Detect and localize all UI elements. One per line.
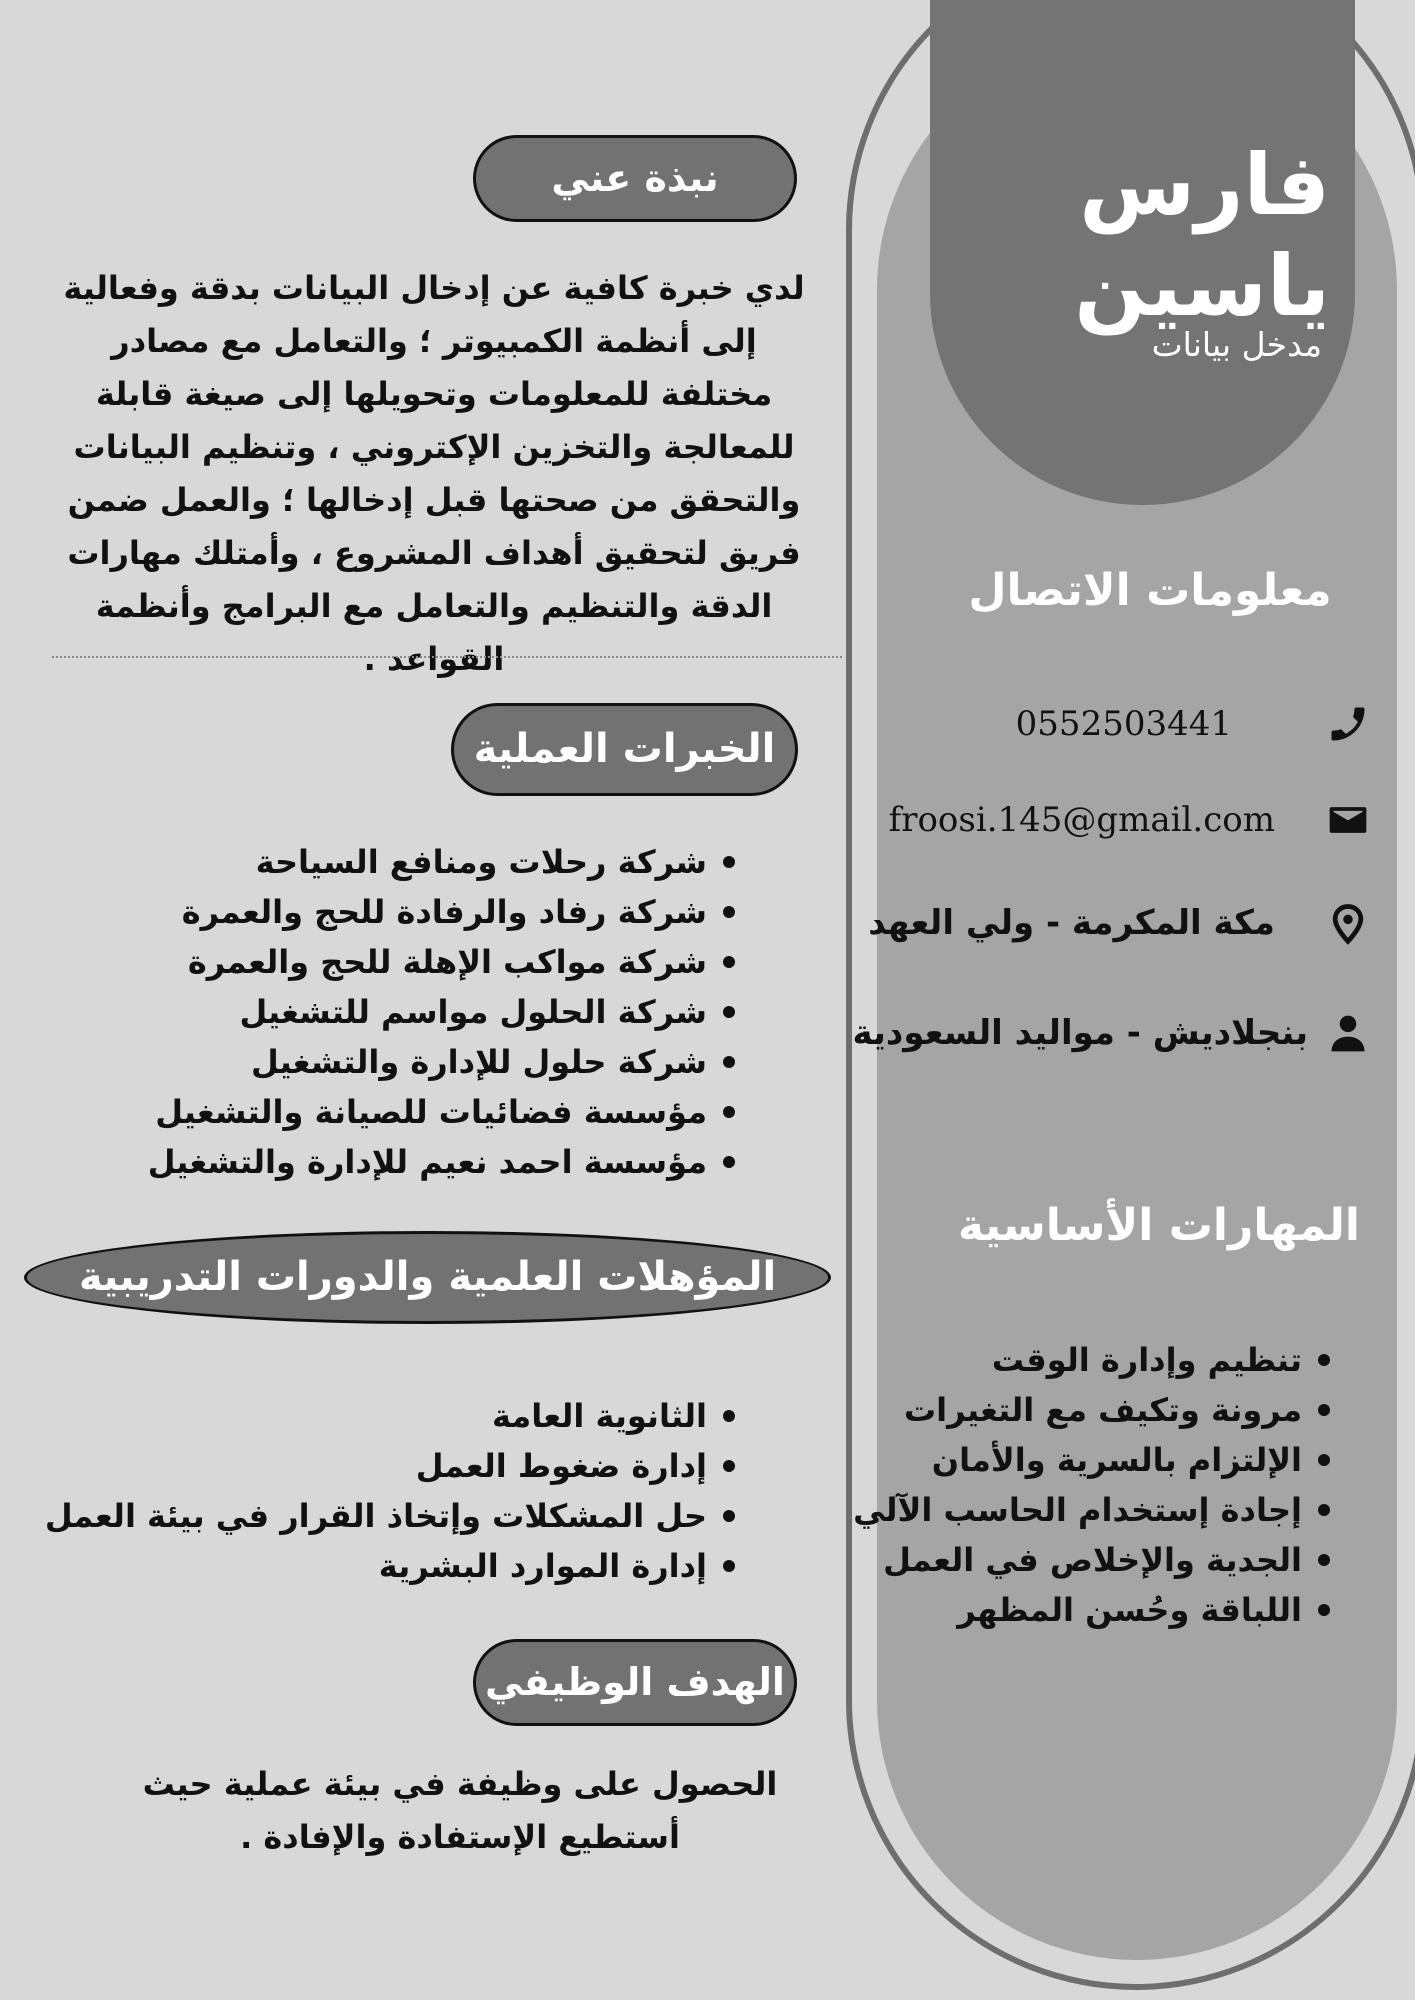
list-item: الجدية والإخلاص في العمل: [822, 1535, 1302, 1585]
contact-origin: [852, 1003, 1370, 1063]
list-item: شركة رفاد والرفادة للحج والعمرة: [148, 887, 707, 937]
experience-list: [148, 837, 735, 1187]
list-item: إدارة ضغوط العمل: [45, 1441, 707, 1491]
contact-phone: [885, 694, 1370, 754]
skills-heading: المهارات الأساسية: [957, 1200, 1360, 1251]
nationality-text: بنجلاديش - مواليد السعودية: [852, 1013, 1308, 1053]
about-text: لدي خبرة كافية عن إدخال البيانات بدقة وفعالية إلى أنظمة الكمبيوتر ؛ والتعامل مع مصادر مختلفة للمعلومات وتحويلها إلى صيغة قابلة للمعالجة والتخزين الإكتروني ، وتنظيم البيانات والتحقق من صحتها قبل إدخالها ؛ والعمل ضمن فريق لتحقيق أهداف المشروع ، وأمتلك مهارات الدقة والتنظيم والتعامل مع البرامج وأنظمة القواعد .: [63, 269, 805, 678]
list-item: الثانوية العامة: [45, 1391, 707, 1441]
list-item: تنظيم وإدارة الوقت: [822, 1335, 1302, 1385]
education-list: [45, 1391, 735, 1591]
list-item: شركة حلول للإدارة والتشغيل: [148, 1037, 707, 1087]
skills-list: [822, 1335, 1330, 1635]
person-icon: [1326, 1011, 1370, 1055]
education-heading: المؤهلات العلمية والدورات التدريبية: [24, 1231, 831, 1324]
contact-location: [868, 893, 1370, 953]
contact-email: [885, 790, 1370, 850]
about-heading: نبذة عني: [473, 135, 797, 222]
list-item: شركة الحلول مواسم للتشغيل: [148, 987, 707, 1037]
person-name: فارس ياسين: [1074, 136, 1330, 335]
list-item: شركة مواكب الإهلة للحج والعمرة: [148, 937, 707, 987]
list-item: إدارة الموارد البشرية: [45, 1541, 707, 1591]
location-icon: [1326, 901, 1370, 945]
email-address: froosi.145@gmail.com: [888, 800, 1275, 840]
list-item: مرونة وتكيف مع التغيرات: [822, 1385, 1302, 1435]
list-item: اللباقة وحُسن المظهر: [822, 1585, 1302, 1635]
list-item: الإلتزام بالسرية والأمان: [822, 1435, 1302, 1485]
experience-heading: الخبرات العملية: [451, 703, 798, 796]
list-item: شركة رحلات ومنافع السياحة: [148, 837, 707, 887]
phone-number: 0552503441: [1015, 704, 1232, 744]
location-text: مكة المكرمة - ولي العهد: [868, 903, 1275, 943]
list-item: إجادة إستخدام الحاسب الآلي: [822, 1485, 1302, 1535]
email-icon: [1326, 798, 1370, 842]
phone-icon: [1326, 702, 1370, 746]
list-item: مؤسسة احمد نعيم للإدارة والتشغيل: [148, 1137, 707, 1187]
list-item: مؤسسة فضائيات للصيانة والتشغيل: [148, 1087, 707, 1137]
section-divider: [52, 656, 842, 658]
job-title: مدخل بيانات: [1151, 325, 1322, 364]
contact-heading: معلومات الاتصال: [968, 565, 1332, 616]
list-item: حل المشكلات وإتخاذ القرار في بيئة العمل: [45, 1491, 707, 1541]
objective-text: الحصول على وظيفة في بيئة عملية حيث أستطيع الإستفادة والإفادة .: [142, 1765, 778, 1856]
objective-heading: الهدف الوظيفي: [473, 1639, 797, 1726]
